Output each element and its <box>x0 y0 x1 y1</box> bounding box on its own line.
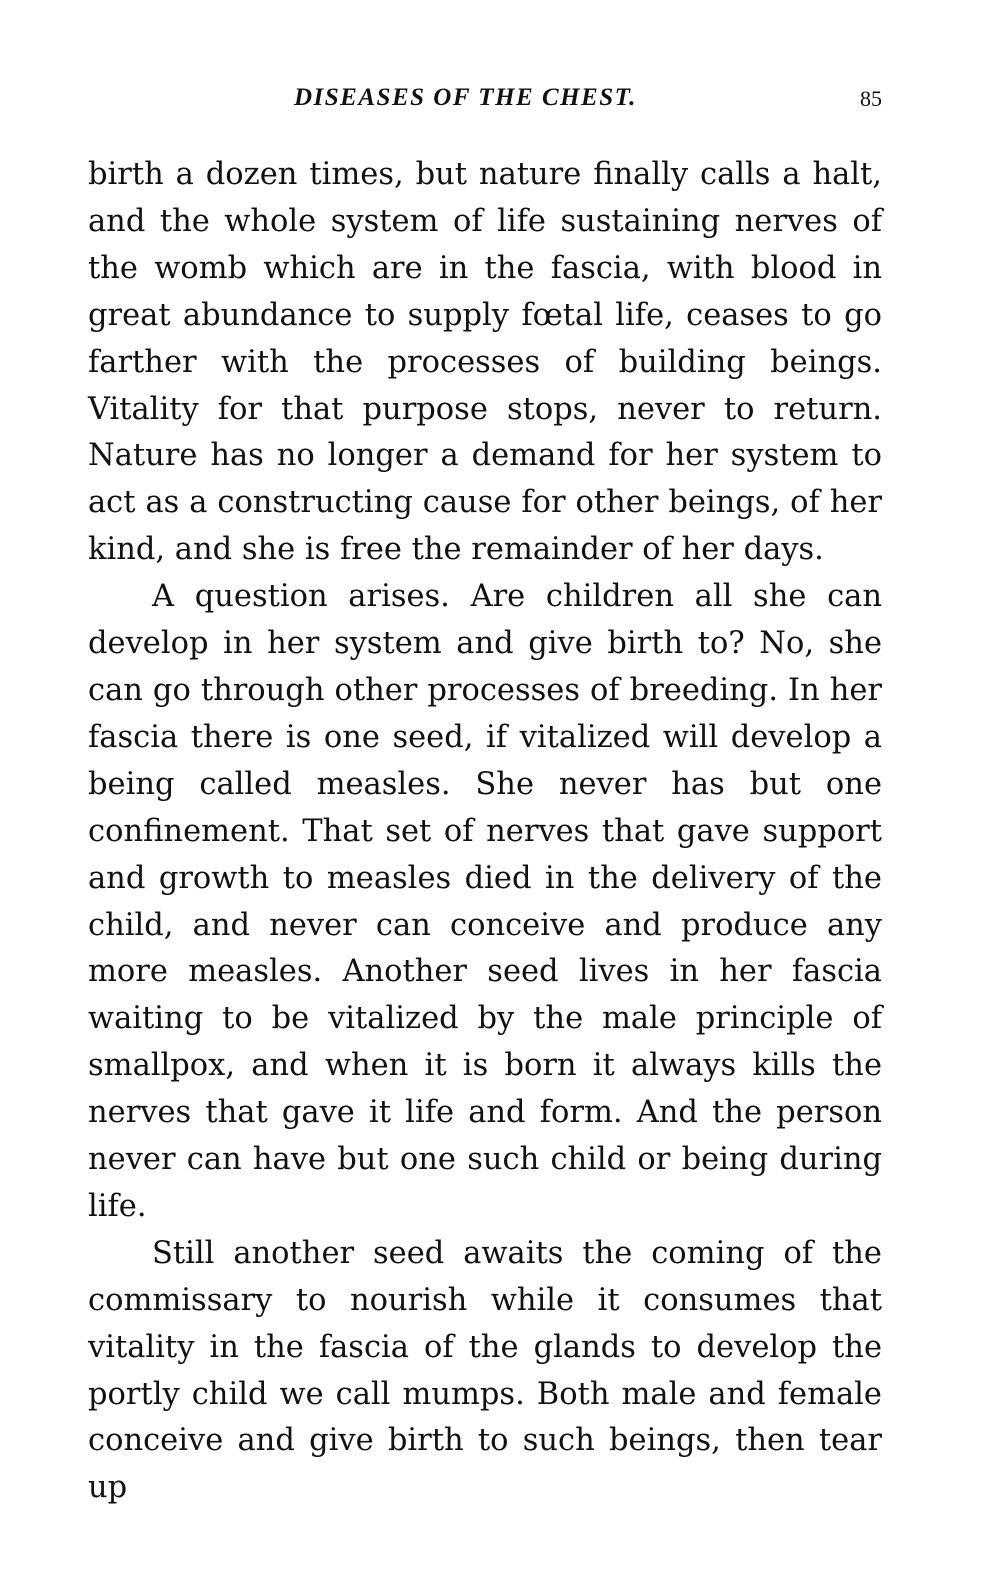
running-title: DISEASES OF THE CHEST. <box>294 84 637 111</box>
paragraph-3: Still another seed awaits the coming of the commissary to nourish while it consumes that vitality in the fascia of the glands to develop the portly child we call mumps. Both male and female conceive and give birth to such beings, then tear up <box>88 1235 882 1506</box>
paragraph-2: A question arises. Are children all she can develop in her system and give birth to? No, she can go through other processes of breeding. In her fascia there is one seed, if vitalized will develop a being called measles. She never has but one confinement. That set of nerves that gave support and growth to measles died in the delivery of the child, and never can conceive and produce any more measles. Another seed lives in her fascia waiting to be vitalized by the male principle of smallpox, and when it is born it always kills the nerves that gave it life and form. And the person never can have but one such child or being during life. <box>88 579 882 1224</box>
paragraph-1: birth a dozen times, but nature finally calls a halt, and the whole system of life sustaining nerves of the womb which are in the fascia, with blood in great abundance to supply fœtal life, ceases to go farther with the processes of building beings. Vitality for that purpose stops, never to return. Nature has no longer a demand for her system to act as a constructing cause for other beings, of her kind, and she is free the remainder of her days. <box>88 157 882 568</box>
body-text <box>88 152 882 1512</box>
page-number: 85 <box>860 86 882 111</box>
running-head <box>88 84 882 120</box>
